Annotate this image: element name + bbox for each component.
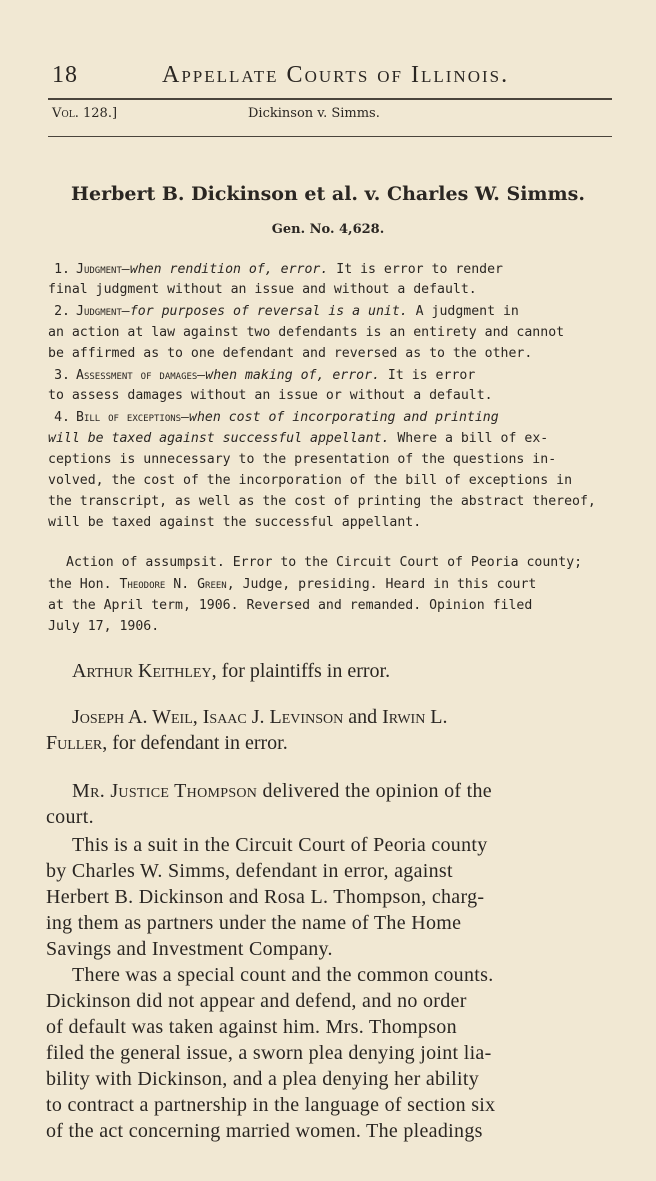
headnote-3-line-2: to assess damages without an issue or without a default.	[48, 388, 493, 403]
volume-label: Vol. 128.]	[52, 106, 118, 121]
opinion-line: filed the general issue, a sworn plea denying joint lia-	[46, 1042, 492, 1064]
headnote-subtopic: will be taxed against successful appellant.	[48, 431, 390, 446]
headnote-subtopic: —for purposes of reversal is a unit.	[121, 304, 408, 319]
headnote-2-line-1	[48, 302, 519, 322]
counsel-name: Joseph A. Weil, Isaac J. Levinson	[72, 706, 344, 728]
page-number: 18	[52, 62, 78, 88]
headnote-4-line-4: volved, the cost of the incorporation of the bill of exceptions in	[48, 473, 573, 488]
headnote-number: 2.	[54, 304, 70, 319]
justice-name: Mr. Justice Thompson	[72, 780, 258, 802]
opinion-text: delivered the opinion of the	[257, 780, 492, 802]
headnote-topic: Bill of exceptions	[76, 410, 182, 425]
counsel-conjunction: and	[343, 706, 383, 728]
opinion-line: of the act concerning married women. The pleadings	[46, 1120, 483, 1142]
headnote-4-line-1	[48, 408, 499, 428]
counsel-name: Arthur Keithley	[72, 660, 212, 682]
general-number: Gen. No. 4,628.	[271, 222, 385, 237]
action-line-3: at the April term, 1906. Reversed and remanded. Opinion filed	[48, 598, 533, 613]
action-line-4: July 17, 1906.	[48, 619, 160, 634]
opinion-line: court.	[46, 806, 94, 828]
headnote-text: It is error to render	[328, 262, 503, 277]
headnote-2-line-3: be affirmed as to one defendant and reversed as to the other.	[48, 346, 533, 361]
opinion-line: Herbert B. Dickinson and Rosa L. Thompson, charg-	[46, 886, 485, 908]
case-short-title: Dickinson v. Simms.	[248, 106, 380, 121]
headnote-1-line-2: final judgment without an issue and without a default.	[48, 282, 477, 297]
opinion-line: of default was taken against him. Mrs. Thompson	[46, 1016, 457, 1038]
running-title: Appellate Courts of Illinois.	[162, 62, 510, 88]
opinion-line: This is a suit in the Circuit Court of Peoria county	[72, 834, 488, 856]
opinion-attribution	[72, 780, 492, 803]
defendant-counsel-line-2	[46, 732, 288, 755]
action-text: the Hon.	[48, 577, 120, 592]
opinion-line: ing them as partners under the name of The Home	[46, 912, 462, 934]
opinion-line: to contract a partnership in the language of section six	[46, 1094, 496, 1116]
opinion-line: Savings and Investment Company.	[46, 938, 333, 960]
headnote-1-line-1	[48, 260, 503, 280]
headnote-topic: Judgment	[76, 262, 122, 277]
headnote-4-line-5: the transcript, as well as the cost of printing the abstract thereof,	[48, 494, 596, 509]
counsel-name: Fuller	[46, 732, 103, 754]
judge-name: Theodore N. Green	[119, 577, 227, 592]
action-line-2	[48, 574, 536, 595]
headnote-4-line-3: ceptions is unnecessary to the presentation of the questions in-	[48, 452, 557, 467]
headnote-subtopic: —when making of, error.	[197, 368, 380, 383]
header-rule-top	[48, 98, 612, 100]
headnote-text: It is error	[379, 368, 476, 383]
header-rule-bottom	[48, 136, 612, 137]
headnote-topic: Judgment	[76, 304, 122, 319]
headnote-text: Where a bill of ex-	[389, 431, 549, 446]
headnote-text: A judgment in	[407, 304, 519, 319]
headnote-topic: Assessment of damages	[76, 368, 198, 383]
counsel-role: , for defendant in error.	[102, 732, 288, 754]
headnote-number: 4.	[54, 410, 70, 425]
headnote-4-line-6: will be taxed against the successful appellant.	[48, 515, 422, 530]
counsel-name: Irwin L.	[382, 706, 448, 728]
headnote-number: 1.	[54, 262, 70, 277]
headnote-subtopic: —when rendition of, error.	[121, 262, 329, 277]
counsel-role: , for plaintiffs in error.	[211, 660, 391, 682]
case-caption: Herbert B. Dickinson et al. v. Charles W. Simms.	[71, 183, 585, 205]
action-line-1: Action of assumpsit. Error to the Circuit Court of Peoria county;	[66, 555, 583, 570]
opinion-line: by Charles W. Simms, defendant in error, against	[46, 860, 453, 882]
plaintiff-counsel	[72, 660, 390, 683]
opinion-line: There was a special count and the common counts.	[72, 964, 494, 986]
headnote-subtopic: —when cost of incorporating and printing	[181, 410, 499, 425]
defendant-counsel-line-1	[72, 706, 448, 729]
headnote-4-line-2	[48, 429, 548, 449]
headnote-3-line-1	[48, 366, 475, 386]
opinion-line: bility with Dickinson, and a plea denying her ability	[46, 1068, 480, 1090]
headnote-2-line-2: an action at law against two defendants is an entirety and cannot	[48, 325, 565, 340]
opinion-line: Dickinson did not appear and defend, and no order	[46, 990, 467, 1012]
headnote-number: 3.	[54, 368, 70, 383]
action-text: , Judge, presiding. Heard in this court	[226, 577, 537, 592]
